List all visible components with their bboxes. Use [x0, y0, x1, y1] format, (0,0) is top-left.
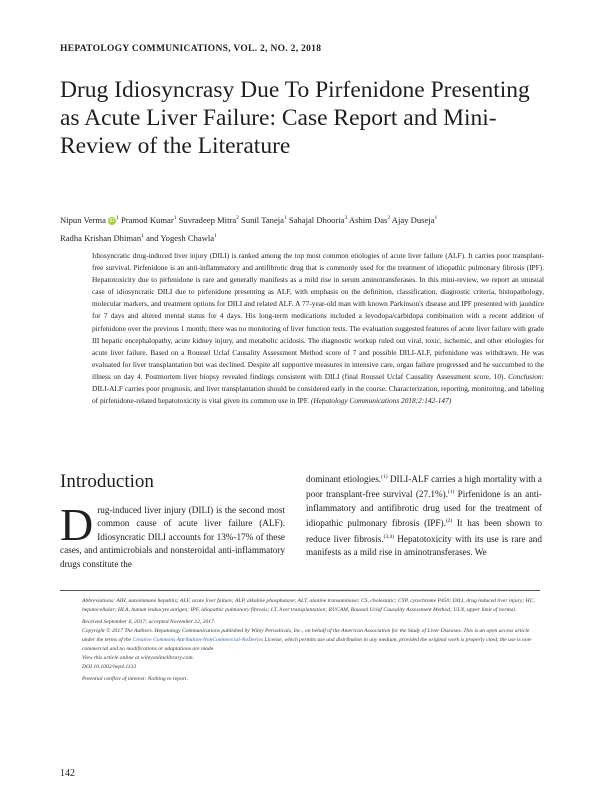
abbreviations: Abbreviations: AIH, autoimmune hepatitis; ALF, acute liver failure; ALP, alkaline phosphatase; ALT, alanine transaminase; CS, cholestatic; CYP, cytochrome P450; DILI, drug induced liver injury; HC, hepatocellular; HLA, human leukocyte antigen; IPF, idiopathic pulmonary fibrosis; LT, liver transplantation; RUCAM, Roussel Uclaf Causality Assessment Method; ULN, upper limit of normal. — [82, 598, 535, 613]
abstract-conclusion: DILI-ALF carries poor prognosis, and liver transplantation should be considered early in the course. Characterization, reporting, monitoring, and labeling of pirfenidone-related hepatotoxicity is vital given its common use in IPF. — [92, 384, 544, 406]
abstract-citation: (Hepatology Communications 2018;2:142-147) — [310, 396, 452, 406]
intro-text: dominant etiologies. — [306, 474, 382, 485]
author-list — [60, 210, 540, 246]
abstract — [92, 250, 544, 407]
reference-link[interactable]: (2) — [445, 518, 453, 525]
reference-link[interactable]: (1) — [447, 489, 455, 496]
author-name[interactable]: Ashim Das — [348, 214, 388, 225]
received-dates: Received September 6, 2017; accepted November 22, 2017. — [82, 619, 216, 625]
page-number: 142 — [60, 768, 75, 779]
author-name: and — [146, 232, 159, 243]
affiliation-sup: 1 — [141, 232, 144, 239]
affiliation-sup: 1 — [434, 215, 438, 221]
orcid-icon[interactable]: iD — [109, 217, 115, 224]
article-title: Drug Idiosyncrasy Due To Pirfenidone Presenting as Acute Liver Failure: Case Report and Mini-Review of the Literature — [60, 77, 530, 159]
copyright-text: License, which permits use and distribution in any medium, provided the original work is properly cited, the use is non-commercial and no modifications or adaptations are made. — [82, 637, 533, 652]
conflict-of-interest: Potential conflict of interest: Nothing to report. — [82, 676, 189, 682]
intro-left-column — [60, 499, 285, 571]
affiliation-sup: 1 — [173, 215, 177, 221]
affiliation-sup: 2 — [236, 215, 239, 221]
intro-text: Hepatotoxicity with its use is rare and manifests as a mild rise in aminotransferases. We — [306, 533, 542, 558]
copyright-text: Copyright © 2017 The Authors. Hepatology Communications published by Wiley Periodicals, Inc., on behalf of the American Association for the Study of Liver Diseases. This is an open access article under the terms of the — [82, 628, 530, 643]
affiliation-sup: 1 — [283, 215, 287, 221]
footnote-divider — [60, 590, 540, 591]
affiliation-sup: 2 — [387, 215, 391, 221]
license-link[interactable]: Creative Commons Attribution-NonCommercial-NoDerivs — [132, 637, 264, 643]
view-online: View this article online at wileyonlinelibrary.com. — [82, 655, 194, 661]
author-name[interactable]: Radha Krishan Dhiman — [60, 232, 142, 243]
intro-text: Pirfenidone is an anti-inflammatory and antifibrotic drug used for the treatment of idiopathic pulmonary fibrosis (IPF). — [306, 489, 542, 529]
affiliation-sup: 3 — [344, 215, 348, 221]
author-name[interactable]: Sunil Taneja — [241, 214, 284, 225]
reference-link[interactable]: (1) — [381, 474, 388, 480]
abstract-conclusion-label: Conclusion: — [508, 371, 544, 381]
author-name[interactable]: Ajay Duseja — [391, 214, 435, 225]
reference-link[interactable]: (3,4) — [383, 533, 395, 540]
affiliation-sup: 1 — [214, 232, 217, 239]
drop-cap: D — [60, 499, 94, 550]
author-name[interactable]: Pramod Kumar — [120, 214, 174, 225]
journal-header: HEPATOLOGY COMMUNICATIONS, VOL. 2, NO. 2, 2018 — [60, 44, 322, 54]
author-name[interactable]: Suvradeep Mitra — [178, 214, 237, 225]
doi[interactable]: DOI 10.1002/hep4.1133 — [82, 664, 137, 670]
author-name[interactable]: Nipun Verma — [60, 214, 106, 225]
author-name[interactable]: Sahajal Dhooria — [288, 214, 345, 225]
copyright — [82, 627, 540, 654]
author-name[interactable]: Yogesh Chawla — [160, 232, 215, 243]
affiliation-sup: 1 — [116, 215, 119, 221]
intro-right-column — [306, 471, 542, 560]
intro-paragraph: rug-induced liver injury (DILI) is the second most common cause of acute liver failure (ALF). Idiosyncratic DILI accounts for 13%-17% of these cases, and antimicrobials and nonsteroidal anti-inflammatory drugs constitute the — [60, 505, 285, 569]
footnotes — [82, 597, 540, 684]
section-heading-introduction: Introduction — [60, 471, 154, 492]
intro-text: It has been shown to reduce liver fibrosis. — [306, 518, 542, 544]
abstract-body: Idiosyncratic drug-induced liver injury (DILI) is ranked among the top most common etiologies of acute liver failure (ALF). It carries poor transplant-free survival. Pirfenidone is an anti-inflammatory and antifibrotic drug that is commonly used for the treatment of idiopathic pulmonary fibrosis (IPF). Hepatotoxicity due to pirfenidone is rare and generally manifests as a mild rise in serum aminotransferases. In this mini-review, we report an unusual case of idiosyncratic DILI due to pirfenidone presenting as ALF, with emphasis on the definition, classification, diagnostic criteria, histopathology, molecular markers, and treatment options for DILI and related ALF. A 77-year-old man with known Parkinson's disease and IPF presented with jaundice for 7 days and altered mental status for 4 days. His long-term medications included a levodopa/carbidopa combination with a recent addition of pirfenidone over the previous 1 month; there was no monitoring of liver function tests. The evaluation suggested features of acute liver failure with grade III hepatic encephalopathy, acute kidney injury, and metabolic acidosis. The diagnostic workup ruled out viral, toxic, ischemic, and other etiologies for acute liver failure. Based on a Roussel Uclaf Causality Assessment Method score of 7 and possible DILI-ALF, pirfenidone was withdrawn. He was evaluated for liver transplantation but was declined. Despite all supportive measures in intensive care, organ failure progressed and he succumbed to the illness on day 4. Postmortem liver biopsy revealed findings consistent with DILI (final Roussel Uclaf Causality Assessment score, 10). — [92, 251, 544, 381]
intro-text: DILI-ALF carries a high mortality with a poor transplant-free survival (27.1%). — [306, 474, 542, 500]
